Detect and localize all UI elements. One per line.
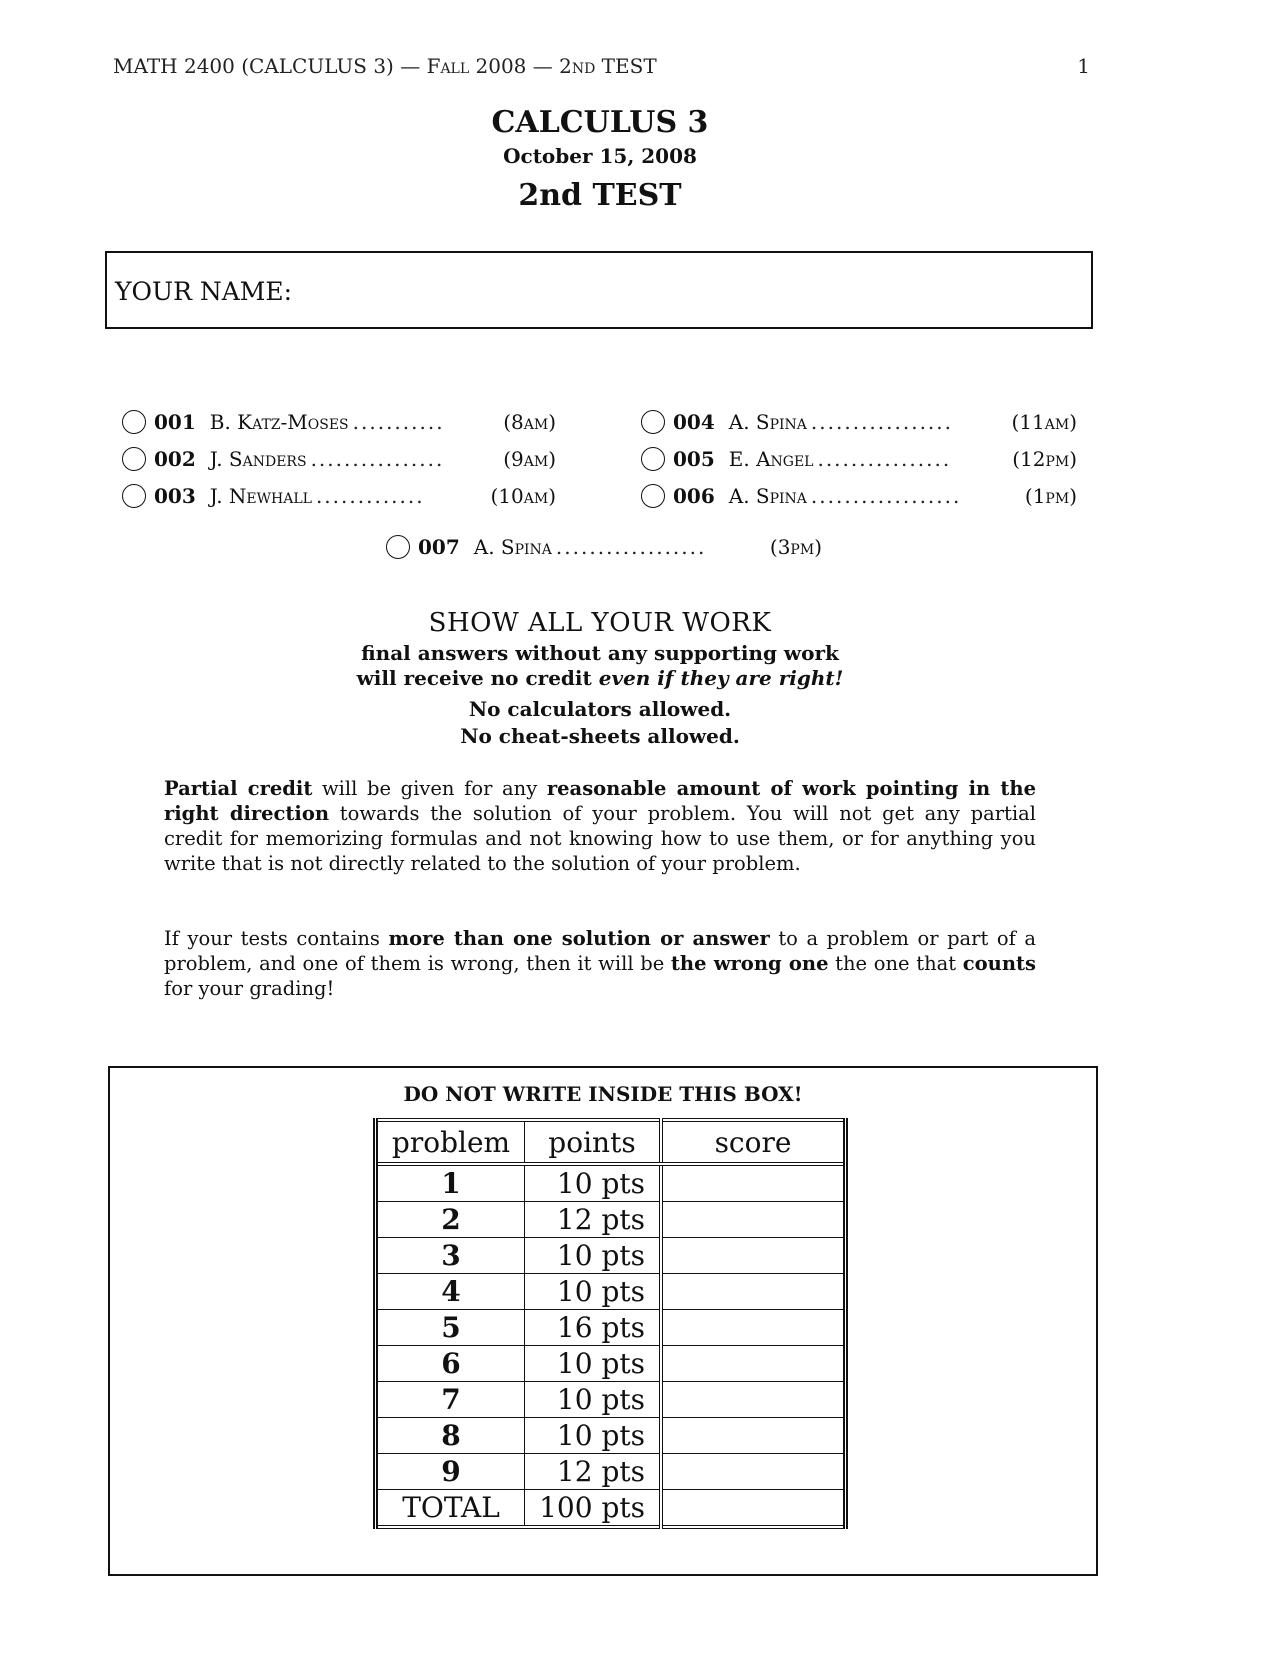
- section-instructor: J. Newhall: [209, 484, 312, 508]
- name-field[interactable]: [105, 251, 1093, 329]
- header-score: score: [661, 1120, 846, 1164]
- section-radio[interactable]: [122, 447, 146, 471]
- problem-number: 5: [376, 1310, 525, 1346]
- running-header: [113, 54, 1090, 78]
- paragraph-text: for your grading!: [164, 977, 335, 1000]
- section-option-007[interactable]: [386, 535, 822, 559]
- section-option-002[interactable]: [122, 447, 556, 471]
- problem-number: 6: [376, 1346, 525, 1382]
- multiple-answers-paragraph: [164, 926, 1036, 1001]
- header-problem: problem: [376, 1120, 525, 1164]
- problem-points: 16 pts: [525, 1310, 662, 1346]
- section-option-006[interactable]: [641, 484, 1077, 508]
- section-time: (12pm): [1012, 447, 1077, 471]
- section-leader-dots: ...........: [352, 410, 445, 434]
- problem-points: 10 pts: [525, 1274, 662, 1310]
- problem-number: 2: [376, 1202, 525, 1238]
- table-row: [376, 1164, 846, 1202]
- section-instructor: A. Spina: [473, 535, 552, 559]
- score-cell: [661, 1310, 846, 1346]
- section-time: (8am): [503, 410, 556, 434]
- page-number: 1: [1077, 54, 1090, 78]
- section-time: (10am): [490, 484, 556, 508]
- instructions-line-1: final answers without any supporting work: [361, 641, 839, 665]
- section-leader-dots: .............: [315, 484, 425, 508]
- score-cell: [661, 1418, 846, 1454]
- section-number: 005: [673, 447, 715, 471]
- instructions-no-credit: will receive no credit: [356, 666, 592, 690]
- wrong-one-phrase: the wrong one: [670, 952, 829, 975]
- section-option-001[interactable]: [122, 410, 556, 434]
- paragraph-text: to a problem or part of a problem, and one of them is wrong, then it will be: [164, 927, 1037, 975]
- instructions-emphasis: even if they are right!: [598, 666, 844, 690]
- paragraph-text: will be given for any: [312, 777, 547, 800]
- score-cell: [661, 1454, 846, 1490]
- section-number: 001: [154, 410, 196, 434]
- section-radio[interactable]: [122, 484, 146, 508]
- partial-credit-term: Partial credit: [164, 777, 313, 800]
- table-row: [376, 1418, 846, 1454]
- section-number: 006: [673, 484, 715, 508]
- reasonable-work-phrase: reasonable amount of work pointing in the right direction: [164, 777, 1036, 825]
- table-row: [376, 1346, 846, 1382]
- section-instructor: E. Angel: [728, 447, 814, 471]
- section-time: (9am): [503, 447, 556, 471]
- table-row: [376, 1238, 846, 1274]
- problem-number: 9: [376, 1454, 525, 1490]
- no-cheatsheets-notice: No cheat-sheets allowed.: [460, 724, 740, 748]
- test-name: 2nd TEST: [518, 178, 682, 213]
- section-time: (11am): [1011, 410, 1077, 434]
- section-leader-dots: ..................: [810, 484, 962, 508]
- section-instructor: J. Sanders: [209, 447, 307, 471]
- paragraph-text: If your tests contains: [164, 927, 389, 950]
- table-row: [376, 1382, 846, 1418]
- score-cell: [661, 1202, 846, 1238]
- counts-phrase: counts: [962, 952, 1037, 975]
- section-leader-dots: ................: [310, 447, 445, 471]
- paragraph-text: the one that: [828, 952, 963, 975]
- total-row: [376, 1490, 846, 1528]
- problem-number: 4: [376, 1274, 525, 1310]
- no-calculators-notice: No calculators allowed.: [468, 697, 732, 721]
- header-test: 2nd TEST: [559, 54, 657, 78]
- total-score-cell: [661, 1490, 846, 1528]
- header-term: Fall 2008: [426, 54, 527, 78]
- problem-number: 1: [376, 1164, 525, 1202]
- problem-number: 7: [376, 1382, 525, 1418]
- section-instructor: B. Katz-Moses: [209, 410, 349, 434]
- section-number: 003: [154, 484, 196, 508]
- course-title: CALCULUS 3: [491, 105, 709, 140]
- section-instructor: A. Spina: [728, 484, 807, 508]
- problem-number: 8: [376, 1418, 525, 1454]
- section-leader-dots: ..................: [555, 535, 707, 559]
- section-radio[interactable]: [641, 484, 665, 508]
- paragraph-text: towards the solution of your problem. You will not get any partial credit for memorizing formulas and not knowing how to use them, or for anything you write that is not directly related to the solution of your problem.: [164, 802, 1036, 875]
- total-points: 100 pts: [525, 1490, 662, 1528]
- section-radio[interactable]: [641, 447, 665, 471]
- partial-credit-paragraph: [164, 776, 1036, 876]
- multiple-answers-phrase: more than one solution or answer: [388, 927, 770, 950]
- total-label: TOTAL: [376, 1490, 525, 1528]
- header-separator: —: [532, 54, 553, 78]
- problem-number: 3: [376, 1238, 525, 1274]
- section-leader-dots: .................: [810, 410, 953, 434]
- score-cell: [661, 1346, 846, 1382]
- problem-points: 10 pts: [525, 1164, 662, 1202]
- table-row: [376, 1202, 846, 1238]
- grading-box: [108, 1066, 1098, 1576]
- instructions-heading: SHOW ALL YOUR WORK: [428, 608, 772, 638]
- problem-points: 10 pts: [525, 1418, 662, 1454]
- table-row: [376, 1310, 846, 1346]
- section-number: 004: [673, 410, 715, 434]
- instructions-line-2: [0, 666, 1200, 691]
- score-table: [373, 1118, 848, 1529]
- score-table-header: [376, 1120, 846, 1164]
- section-radio[interactable]: [122, 410, 146, 434]
- section-time: (3pm): [769, 535, 822, 559]
- score-cell: [661, 1238, 846, 1274]
- section-radio[interactable]: [386, 535, 410, 559]
- section-radio[interactable]: [641, 410, 665, 434]
- name-label: YOUR NAME:: [115, 277, 293, 306]
- header-points: points: [525, 1120, 662, 1164]
- table-row: [376, 1454, 846, 1490]
- title-block: [0, 104, 1200, 218]
- section-option-005[interactable]: [641, 447, 1077, 471]
- section-time: (1pm): [1024, 484, 1077, 508]
- table-row: [376, 1274, 846, 1310]
- problem-points: 12 pts: [525, 1454, 662, 1490]
- section-leader-dots: ................: [817, 447, 952, 471]
- score-cell: [661, 1164, 846, 1202]
- header-course: MATH 2400 (CALCULUS 3): [113, 54, 394, 78]
- score-cell: [661, 1274, 846, 1310]
- section-option-003[interactable]: [122, 484, 556, 508]
- grading-box-caption: DO NOT WRITE INSIDE THIS BOX!: [403, 1082, 803, 1106]
- section-number: 007: [418, 535, 460, 559]
- problem-points: 10 pts: [525, 1238, 662, 1274]
- header-separator: —: [400, 54, 421, 78]
- problem-points: 10 pts: [525, 1382, 662, 1418]
- section-number: 002: [154, 447, 196, 471]
- exam-date: October 15, 2008: [503, 144, 697, 168]
- problem-points: 10 pts: [525, 1346, 662, 1382]
- section-instructor: A. Spina: [728, 410, 807, 434]
- section-option-004[interactable]: [641, 410, 1077, 434]
- problem-points: 12 pts: [525, 1202, 662, 1238]
- score-cell: [661, 1382, 846, 1418]
